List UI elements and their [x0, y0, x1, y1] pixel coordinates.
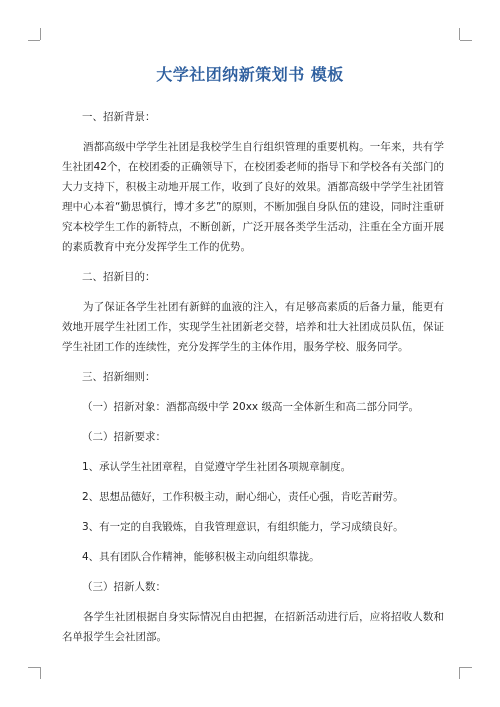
section-heading-rules: 三、招新细则： — [82, 371, 156, 383]
requirement-item-2: 2、思想品德好，工作积极主动，耐心细心，责任心强，肯吃苦耐劳。 — [82, 491, 404, 503]
crop-mark-bottom-left-h — [28, 667, 40, 668]
requirements-heading: （二）招新要求： — [82, 431, 166, 443]
crop-mark-bottom-left-v — [40, 667, 41, 679]
paragraph-count: 各学生社团根据自身实际情况自由把握，在招新活动进行后，应将招收人数和名单报学生会社团部。 — [62, 611, 444, 643]
paragraph-purpose: 为了保证各学生社团有新鲜的血液的注入，有足够高素质的后备力量，能更有效地开展学生社团工作，实现学生社团新老交替，培养和壮大社团成员队伍，保证学生社团工作的连续性，充分发挥学生的主体作用，服务学校、服务同学。 — [62, 301, 444, 353]
crop-mark-top-left-v — [40, 28, 41, 40]
document-body — [62, 107, 444, 647]
crop-mark-bottom-right-v — [459, 667, 460, 679]
crop-mark-bottom-right-h — [460, 667, 472, 668]
section-heading-background: 一、招新背景： — [82, 111, 156, 123]
requirement-item-1: 1、承认学生社团章程，自觉遵守学生社团各项规章制度。 — [82, 461, 352, 473]
crop-mark-top-right-v — [459, 28, 460, 40]
document-title: 大学社团纳新策划书 模板 — [156, 65, 344, 84]
crop-mark-top-left-h — [28, 40, 40, 41]
rule-target: （一）招新对象：酒都高级中学 20xx 级高一全体新生和高二部分同学。 — [82, 401, 419, 413]
section-heading-purpose: 二、招新目的： — [82, 271, 156, 283]
requirement-item-3: 3、有一定的自我锻炼，自我管理意识，有组织能力，学习成绩良好。 — [82, 521, 404, 533]
paragraph-background: 酒都高级中学学生社团是我校学生自行组织管理的重要机构。一年来，共有学生社团42个，在校团委的正确领导下，在校团委老师的指导下和学校各有关部门的大力支持下，积极主动地开展工作，收到了良好的效果。酒都高级中学学生社团管理中心本着“勤思慎行，博才多艺”的原则，不断加强自身队伍的建设，同时注重研究本校学生工作的新特点，不断创新，广泛开展各类学生活动，注重在全方面开展的素质教育中充分发挥学生工作的优势。 — [62, 141, 444, 253]
crop-mark-top-right-h — [460, 40, 472, 41]
requirement-item-4: 4、具有团队合作精神，能够积极主动向组织靠拢。 — [82, 551, 320, 563]
count-heading: （三）招新人数： — [82, 581, 166, 593]
